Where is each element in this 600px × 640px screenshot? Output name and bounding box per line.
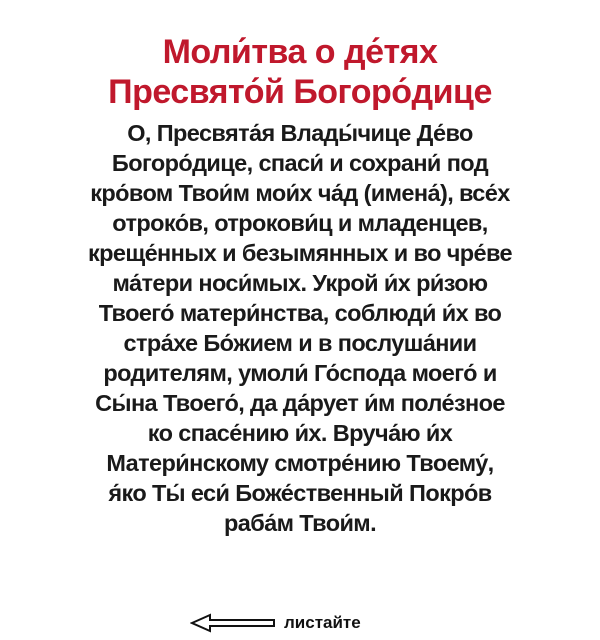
prayer-line: ко спасе́нию и́х. Вруча́ю и́х <box>147 420 453 446</box>
title-line-2: Пресвято́й Богоро́дице <box>108 73 492 111</box>
page-title <box>40 32 560 112</box>
prayer-line: Сы́на Твоего́, да да́рует и́м поле́зное <box>95 390 505 416</box>
prayer-text <box>40 118 560 538</box>
prayer-line: я́ко Ты́ еси́ Боже́ственный Покро́в <box>108 480 492 506</box>
prayer-line: родителям, умоли́ Го́спода моего́ и <box>103 360 497 386</box>
title-line-1: Моли́тва о де́тях <box>162 33 438 71</box>
prayer-line: Богоро́дице, спаси́ и сохрани́ под <box>111 150 489 176</box>
arrow-left-icon[interactable] <box>190 613 276 633</box>
prayer-line: кро́вом Твои́м мои́х ча́д (имена́), все́х <box>90 180 510 206</box>
prayer-line: ма́тери носи́мых. Укрой и́х ри́зою <box>112 270 488 296</box>
swipe-hint[interactable] <box>190 612 361 634</box>
prayer-line: отроко́в, отрокови́ц и младенцев, <box>112 210 488 236</box>
prayer-line: раба́м Твои́м. <box>223 510 377 536</box>
prayer-line: стра́хе Бо́жием и в послуша́нии <box>123 330 477 356</box>
prayer-line: креще́нных и безымянных и во чре́ве <box>87 240 513 266</box>
prayer-line: О, Пресвята́я Влады́чице Де́во <box>127 120 473 146</box>
prayer-line: Твоего́ матери́нства, соблюди́ и́х во <box>98 300 502 326</box>
prayer-line: Матери́нскому смотре́нию Твоему́, <box>106 450 494 476</box>
swipe-label[interactable]: листайте <box>284 613 361 632</box>
